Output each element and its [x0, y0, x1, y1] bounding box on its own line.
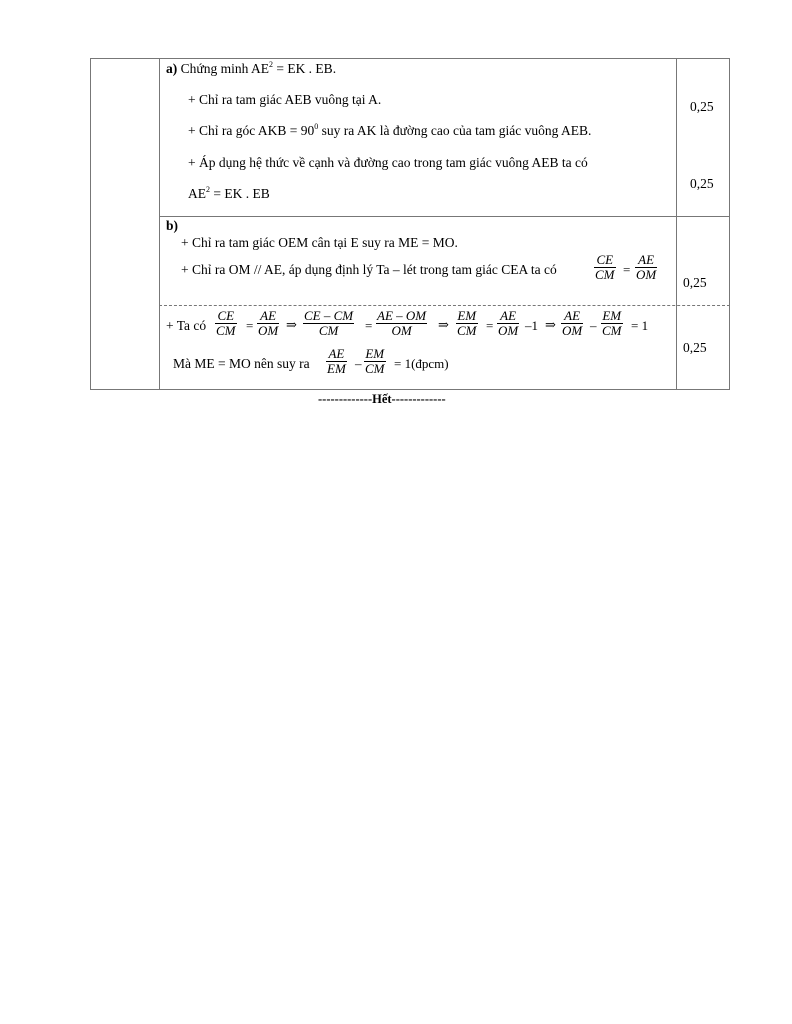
- minus-sign: –: [590, 318, 597, 333]
- part-a-label: a): [166, 61, 178, 76]
- numerator: EM: [365, 346, 385, 361]
- denominator: OM: [636, 267, 657, 282]
- denominator: OM: [498, 323, 519, 338]
- denominator: CM: [318, 323, 339, 338]
- minus-one: –1: [525, 318, 538, 333]
- part-a-line-1: + Chỉ ra tam giác AEB vuông tại A.: [188, 92, 382, 107]
- numerator: AE: [326, 347, 347, 362]
- score-c: 0,25: [683, 340, 707, 355]
- fraction-em-cm: [456, 309, 478, 338]
- denominator: CM: [595, 267, 615, 282]
- score-a-2: 0,25: [690, 176, 714, 191]
- fraction-ce-minus-cm: [303, 309, 354, 338]
- column-divider: [159, 59, 160, 389]
- numerator: CE – CM: [304, 308, 354, 323]
- implies-arrow-icon: ⇒: [286, 317, 297, 332]
- fraction-ae-om: [257, 309, 279, 338]
- part-a-line-4: [188, 186, 270, 202]
- fraction-em-cm: [601, 309, 623, 338]
- fraction-em-cm: [364, 347, 386, 376]
- column-divider: [676, 59, 677, 389]
- minus-sign: –: [355, 356, 362, 371]
- part-a-line-2-text: + Chỉ ra góc AKB = 90: [188, 123, 315, 138]
- part-c-line-2-prefix: Mà ME = MO nên suy ra: [173, 356, 310, 371]
- conclusion-text: = 1(đpcm): [394, 356, 449, 371]
- score-a-1: 0,25: [690, 99, 714, 114]
- fraction-ae-em: [326, 347, 347, 376]
- fraction-ae-om: [497, 309, 519, 338]
- part-b-line-1: + Chỉ ra tam giác OEM cân tại E suy ra ME = MO.: [181, 235, 458, 250]
- denominator: OM: [562, 323, 583, 338]
- denominator: CM: [216, 323, 236, 338]
- part-a-line-2: [188, 123, 591, 139]
- denominator: OM: [258, 323, 279, 338]
- equals-one: = 1: [631, 318, 649, 333]
- denominator: EM: [327, 361, 346, 376]
- score-b: 0,25: [683, 275, 707, 290]
- part-a-title-text-end: = EK . EB.: [272, 61, 337, 76]
- numerator: CE: [594, 253, 616, 268]
- part-a-line-4-text-end: = EK . EB: [210, 186, 270, 201]
- part-a-line-4-text: AE: [188, 186, 206, 201]
- denominator: OM: [391, 323, 412, 338]
- equals-sign: =: [246, 318, 254, 333]
- superscript: 0: [314, 122, 319, 131]
- part-b-label: b): [166, 218, 179, 233]
- numerator: AE: [635, 253, 657, 268]
- numerator: EM: [457, 308, 477, 323]
- fraction-ce-cm: [594, 253, 616, 282]
- part-a-title-text: Chứng minh AE: [180, 61, 269, 76]
- fraction-ae-om: [635, 253, 657, 282]
- equals-sign: =: [623, 262, 631, 277]
- part-a-title: [166, 61, 336, 77]
- fraction-ae-minus-om: [376, 309, 427, 338]
- row-divider-dashed: [159, 305, 730, 306]
- numerator: AE: [257, 309, 279, 324]
- part-a-line-3: + Áp dụng hệ thức về cạnh và đường cao trong tam giác vuông AEB ta có: [188, 155, 588, 170]
- equals-sign: =: [365, 318, 373, 333]
- numerator: CE: [215, 309, 237, 324]
- denominator: CM: [457, 323, 477, 338]
- implies-arrow-icon: ⇒: [545, 317, 556, 332]
- denominator: CM: [365, 361, 385, 376]
- part-a-line-2-text-end: suy ra AK là đường cao của tam giác vuông AEB.: [318, 123, 592, 138]
- denominator: CM: [602, 323, 622, 338]
- part-b-line-2: + Chỉ ra OM // AE, áp dụng định lý Ta – lét trong tam giác CEA ta có: [181, 262, 557, 277]
- numerator: AE: [561, 309, 583, 324]
- numerator: AE: [497, 309, 519, 324]
- fraction-ae-om: [561, 309, 583, 338]
- end-marker: -------------Hết-------------: [318, 392, 446, 406]
- implies-arrow-icon: ⇒: [438, 317, 449, 332]
- answer-table: [90, 58, 730, 390]
- superscript: 2: [268, 60, 273, 69]
- row-divider: [159, 216, 730, 217]
- equals-sign: =: [486, 318, 494, 333]
- superscript: 2: [206, 185, 210, 194]
- numerator: AE – OM: [377, 308, 427, 323]
- part-c-prefix: + Ta có: [166, 318, 207, 333]
- numerator: EM: [602, 308, 622, 323]
- fraction-ce-cm: [215, 309, 237, 338]
